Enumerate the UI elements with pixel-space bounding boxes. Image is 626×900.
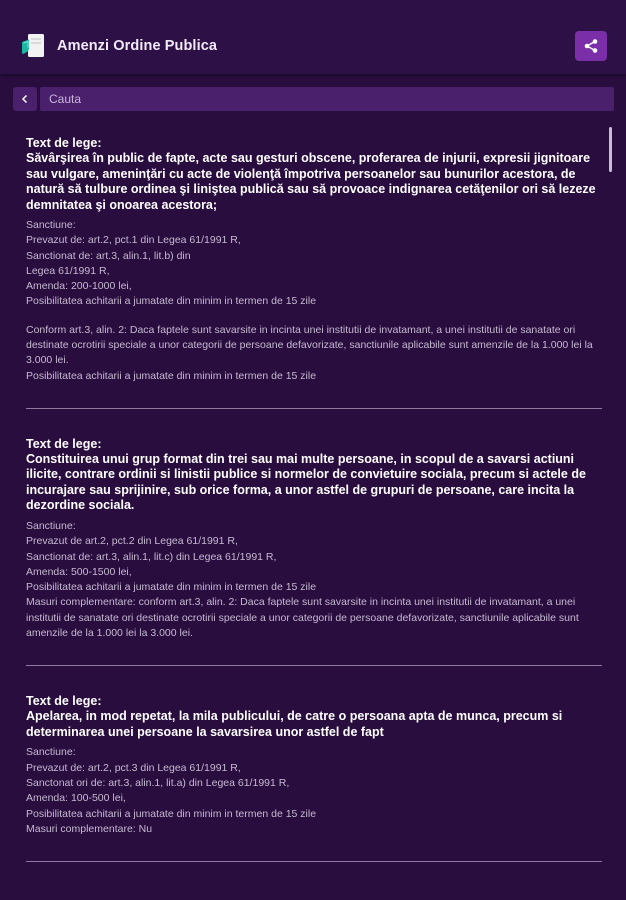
detail-line: Legea 61/1991 R, <box>26 264 110 277</box>
scrollbar-thumb[interactable] <box>609 127 612 172</box>
divider <box>26 408 602 409</box>
list-item[interactable] <box>26 136 602 384</box>
detail-line: Sanctionat de: art.3, alin.1, lit.b) din <box>26 249 191 262</box>
detail-line: Posibilitatea achitarii a jumatate din minim in termen de 15 zile <box>26 807 317 820</box>
app-logo-icon <box>20 33 46 59</box>
entry-details <box>26 745 602 837</box>
detail-line: Prevazut de: art.2, pct.1 din Legea 61/1991 R, <box>26 234 241 247</box>
entry-label: Text de lege: <box>26 694 102 709</box>
page-title: Amenzi Ordine Publica <box>57 38 218 54</box>
chevron-left-icon <box>20 94 30 104</box>
detail-line: Sanctiune: <box>26 219 76 231</box>
list-item[interactable] <box>26 694 602 837</box>
detail-line: Amenda: 200-1000 lei, <box>26 280 132 293</box>
detail-line: Amenda: 500-1500 lei, <box>26 565 132 578</box>
detail-line: Masuri complementare: conform art.3, alin. 2: Daca faptele sunt savarsite in incinta unei institutii de invatamant, a unei institutii de sanatate ori destinate ocrotirii speciale a unor categorii de persoane defavorizate, sanctiunile aplicabile sunt amenzile de la 1.000 lei la 3.000 lei. <box>26 596 579 640</box>
detail-line: Sanctionat de: art.3, alin.1, lit.c) din Legea 61/1991 R, <box>26 550 277 563</box>
entry-text: Apelarea, in mod repetat, la mila publicului, de catre o persoana apta de munca, precum si determinarea unei persoane la savarsirea unor astfel de fapt <box>26 709 563 739</box>
entry-text: Săvârşirea în public de fapte, acte sau gesturi obscene, proferarea de injurii, expresii jignitoare sau vulgare, ameninţări cu acte de violenţă împotriva persoanelor sau bunurilor acestora, de natură să tulbure ordinea şi liniştea publică sau să provoace indignarea cetăţenilor ori să lezeze demnitatea şi onoarea acestora; <box>26 151 596 212</box>
law-list <box>26 136 602 890</box>
entry-text: Constituirea unui grup format din trei sau mai multe persoane, in scopul de a savarsi actiuni ilicite, contrare ordinii si linistii publice si normelor de convietuire sociala, precum si actele de incurajare sau sprijinire, sub orice forma, a unor astfel de grupuri de persoane, care incita la dezordine sociala. <box>26 451 586 513</box>
detail-gap <box>26 310 602 323</box>
entry-details <box>26 519 602 641</box>
share-icon <box>583 38 599 54</box>
share-button[interactable] <box>575 31 607 61</box>
detail-line: Masuri complementare: Nu <box>26 822 153 835</box>
divider <box>26 861 602 862</box>
app-bar <box>0 0 626 74</box>
detail-line: Posibilitatea achitarii a jumatate din minim in termen de 15 zile <box>26 581 317 594</box>
divider <box>26 665 602 666</box>
entry-details <box>26 218 602 384</box>
detail-line: Posibilitatea achitarii a jumatate din minim in termen de 15 zile <box>26 295 317 308</box>
detail-line: Prevazut de art.2, pct.2 din Legea 61/1991 R, <box>26 535 238 548</box>
detail-line: Sanctonat ori de: art.3, alin.1, lit.a) din Legea 61/1991 R, <box>26 776 290 789</box>
detail-line: Sanctiune: <box>26 746 76 759</box>
list-item[interactable] <box>26 437 602 641</box>
search-input[interactable] <box>40 87 614 111</box>
detail-line: Sanctiune: <box>26 519 76 532</box>
back-button[interactable] <box>13 87 37 111</box>
entry-label: Text de lege: <box>26 136 102 150</box>
search-bar <box>13 87 614 111</box>
detail-line: Amenda: 100-500 lei, <box>26 792 126 805</box>
detail-line: Posibilitatea achitarii a jumatate din minim in termen de 15 zile <box>26 369 317 382</box>
entry-label: Text de lege: <box>26 436 102 451</box>
detail-line: Prevazut de: art.2, pct.3 din Legea 61/1991 R, <box>26 761 241 774</box>
detail-line: Conform art.3, alin. 2: Daca faptele sunt savarsite in incinta unei institutii de invatamant, a unei institutii de sanatate ori destinate ocrotirii speciale a unor categorii de persoane defavorizate, sanctiunile aplicabile sunt amenzile de la 1.000 lei la 3.000 lei. <box>26 323 593 367</box>
